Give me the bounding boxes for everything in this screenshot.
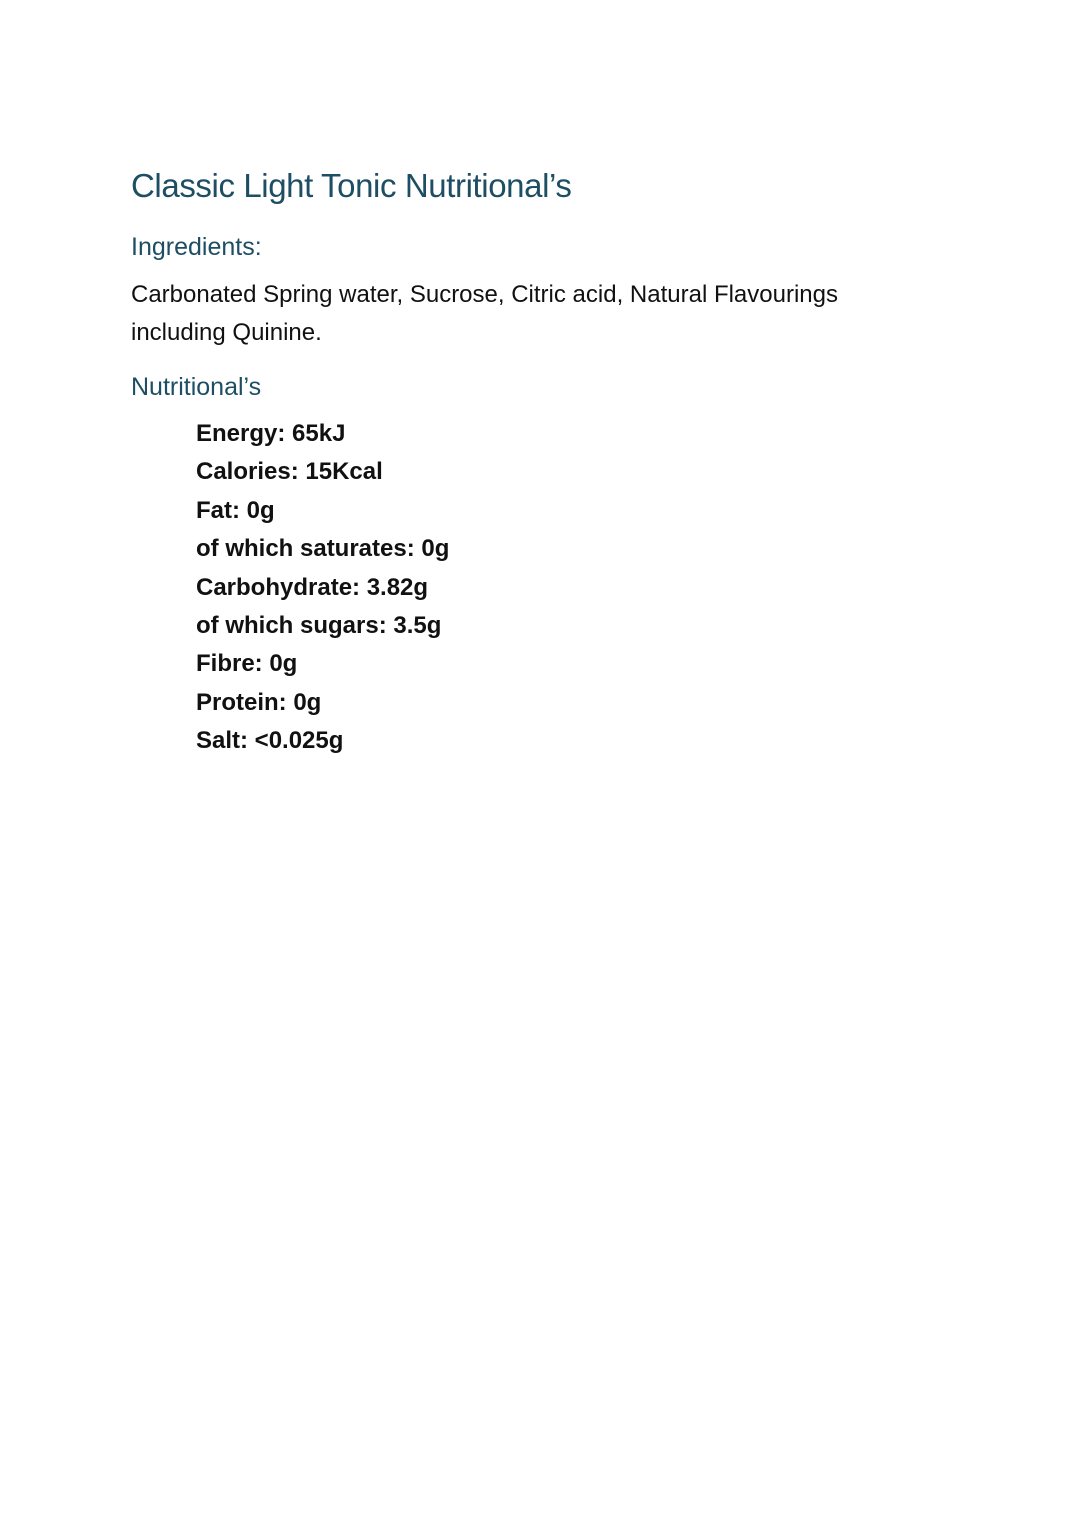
nutrition-list [196, 415, 449, 761]
nutrition-item-saturates: of which saturates: 0g [196, 535, 450, 563]
nutrition-item-energy: Energy: 65kJ [196, 420, 346, 447]
ingredients-text: Carbonated Spring water, Sucrose, Citric acid, Natural Flavourings including Quinine. [131, 281, 838, 346]
nutrition-item-sugars: of which sugars: 3.5g [196, 612, 442, 640]
nutrition-item-fibre: Fibre: 0g [196, 650, 298, 678]
ingredients-heading: Ingredients: [131, 233, 262, 261]
nutrition-item-protein: Protein: 0g [196, 688, 322, 716]
nutrition-item-fat: Fat: 0g [196, 496, 275, 524]
nutritionals-heading: Nutritional’s [131, 373, 262, 401]
nutrition-item-salt: Salt: <0.025g [196, 727, 344, 755]
nutrition-item-calories: Calories: 15Kcal [196, 458, 383, 486]
nutrition-item-carbohydrate: Carbohydrate: 3.82g [196, 573, 429, 601]
page-title: Classic Light Tonic Nutritional’s [131, 167, 572, 204]
